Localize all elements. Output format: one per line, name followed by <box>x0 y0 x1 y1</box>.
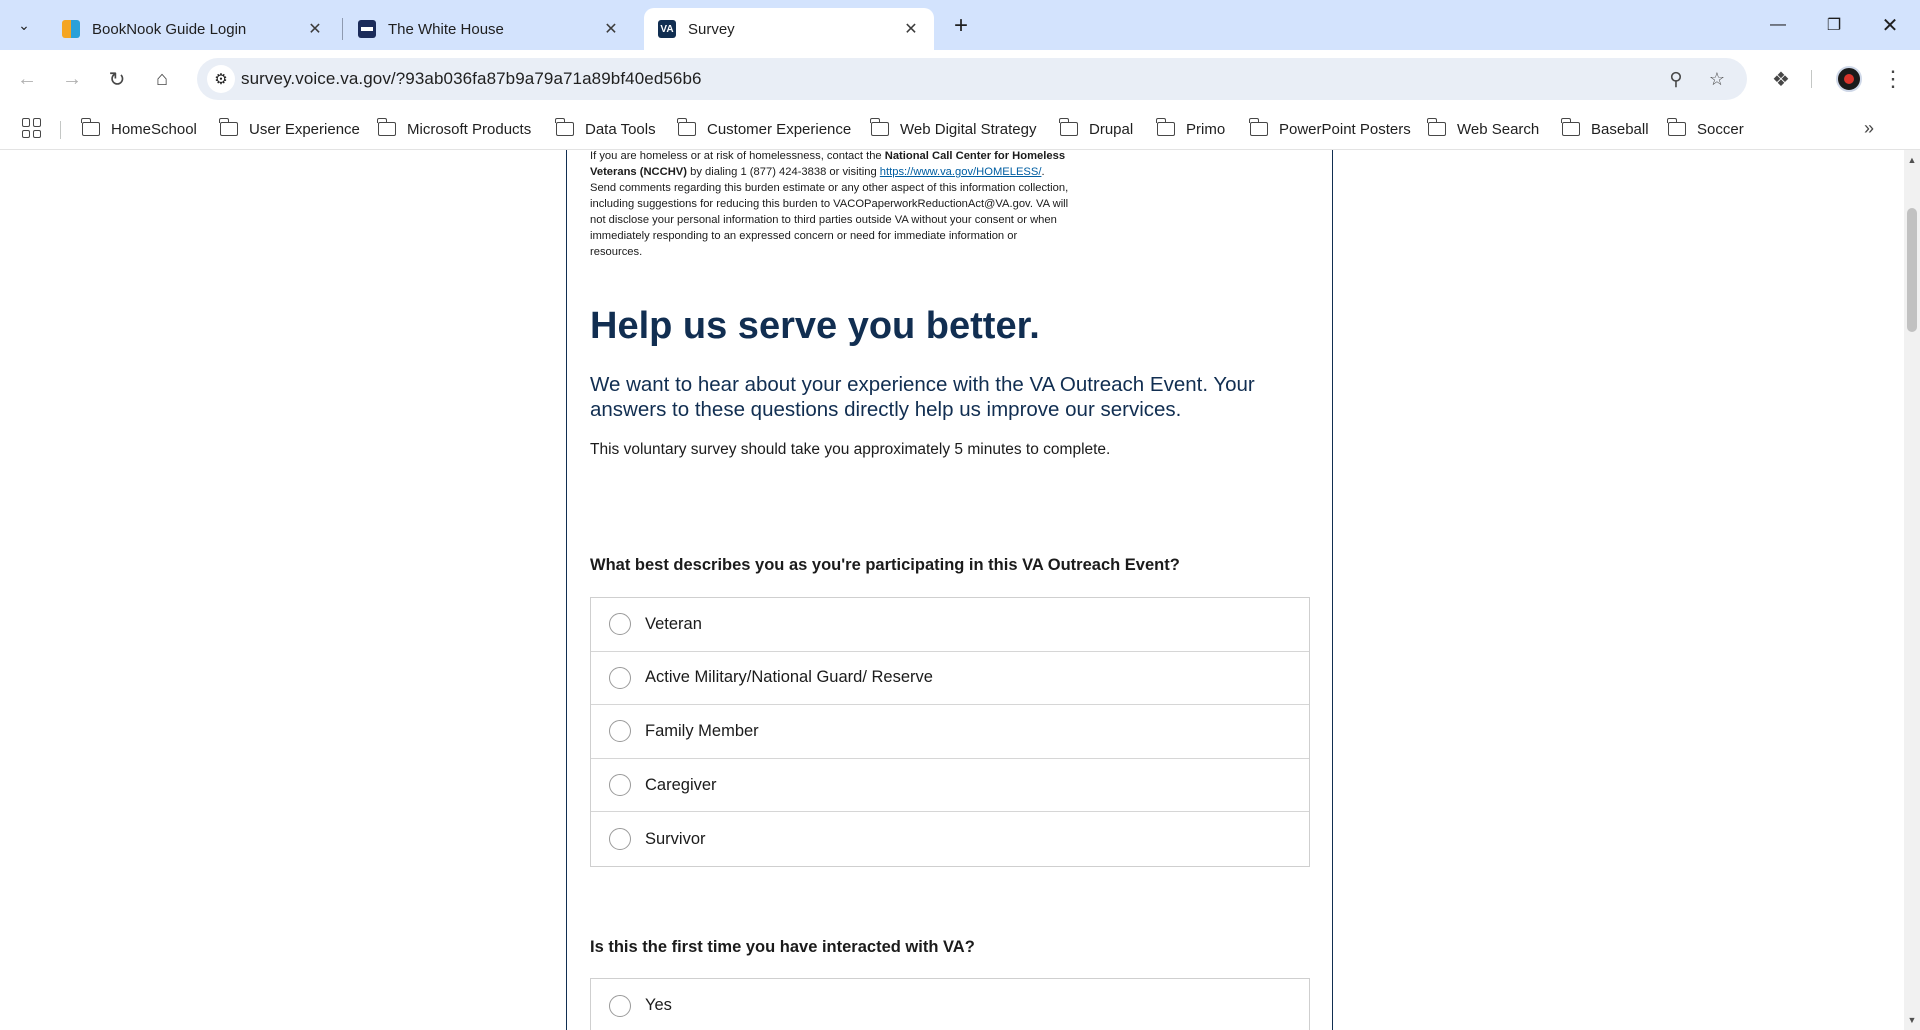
browser-toolbar <box>0 50 1920 108</box>
bookmarks-overflow-chevron-icon[interactable]: » <box>1864 118 1875 138</box>
menu-kebab-icon[interactable]: ⋮ <box>1882 66 1904 91</box>
apps-grid-icon[interactable] <box>22 118 42 138</box>
scroll-up-arrow-icon[interactable]: ▲ <box>1907 155 1917 165</box>
folder-icon <box>1428 122 1446 136</box>
paperwork-burden-notice <box>590 150 1070 260</box>
va-favicon-icon: VA <box>658 20 676 38</box>
window-close-button[interactable]: ✕ <box>1881 14 1899 37</box>
bookmarks-bar <box>0 108 1920 150</box>
bookmark-microsoft-products[interactable]: Microsoft Products <box>378 116 531 142</box>
bookmark-drupal[interactable]: Drupal <box>1060 116 1133 142</box>
tab-close-icon[interactable]: ✕ <box>904 21 918 38</box>
radio-button[interactable] <box>609 613 631 635</box>
folder-icon <box>1250 122 1268 136</box>
bookmark-powerpoint-posters[interactable]: PowerPoint Posters <box>1250 116 1411 142</box>
tab-title: Survey <box>688 20 735 38</box>
tab-close-icon[interactable]: ✕ <box>604 21 618 38</box>
homeless-link[interactable]: https://www.va.gov/HOMELESS/ <box>879 166 1042 178</box>
reload-icon[interactable]: ↻ <box>108 68 126 91</box>
page-viewport <box>0 150 1904 1030</box>
radio-button[interactable] <box>609 995 631 1017</box>
forward-arrow-icon[interactable]: → <box>62 67 82 90</box>
minimize-button[interactable]: — <box>1770 16 1786 33</box>
question-first-interaction: Is this the first time you have interacted with VA? <box>590 938 975 956</box>
folder-icon <box>1668 122 1686 136</box>
bookmark-soccer[interactable]: Soccer <box>1668 116 1744 142</box>
burden-dial-text: by dialing 1 (877) 424-3838 or visiting <box>686 166 880 178</box>
folder-icon <box>220 122 238 136</box>
radio-button[interactable] <box>609 774 631 796</box>
tab-booknook[interactable] <box>48 8 338 50</box>
white-house-favicon-icon <box>358 20 376 38</box>
back-arrow-icon[interactable]: ← <box>17 67 37 90</box>
site-info-icon[interactable]: ⚙ <box>207 65 235 93</box>
scroll-thumb[interactable] <box>1907 208 1917 332</box>
bookmark-homeschool[interactable]: HomeSchool <box>82 116 197 142</box>
folder-icon <box>678 122 696 136</box>
bookmark-baseball[interactable]: Baseball <box>1562 116 1649 142</box>
option-veteran[interactable]: Veteran <box>591 598 1309 652</box>
folder-icon <box>556 122 574 136</box>
bookmark-data-tools[interactable]: Data Tools <box>556 116 656 142</box>
survey-container <box>566 150 1333 1030</box>
new-tab-button[interactable]: + <box>953 12 968 39</box>
tab-title: BookNook Guide Login <box>92 20 247 38</box>
url-text[interactable]: survey.voice.va.gov/?93ab036fa87b9a79a71a89bf40ed56b6 <box>241 69 702 88</box>
option-caregiver[interactable]: Caregiver <box>591 759 1309 813</box>
bookmark-user-experience[interactable]: User Experience <box>220 116 360 142</box>
bookmark-web-search[interactable]: Web Search <box>1428 116 1539 142</box>
survey-duration-note: This voluntary survey should take you approximately 5 minutes to complete. <box>590 441 1111 458</box>
tab-survey[interactable] <box>644 8 934 50</box>
folder-icon <box>1157 122 1175 136</box>
radio-button[interactable] <box>609 667 631 689</box>
tab-title: The White House <box>388 20 504 38</box>
extensions-puzzle-icon[interactable]: ❖ <box>1772 68 1790 91</box>
page-scrollbar[interactable] <box>1904 150 1920 1030</box>
bookmark-primo[interactable]: Primo <box>1157 116 1225 142</box>
tab-search-chevron-icon[interactable]: ⌄ <box>18 16 30 33</box>
radio-button[interactable] <box>609 720 631 742</box>
bookmarks-separator <box>60 121 61 139</box>
tab-close-icon[interactable]: ✕ <box>308 21 322 38</box>
folder-icon <box>82 122 100 136</box>
option-family-member[interactable]: Family Member <box>591 705 1309 759</box>
home-icon[interactable]: ⌂ <box>155 67 169 90</box>
burden-comments-text: . Send comments regarding this burden estimate or any other aspect of this information collection, including suggestions for reducing this burden to VACOPaperworkReductionAct@VA.gov. VA will not disclose your personal information to third parties outside VA without your consent or when immediately responding to an expressed concern or need for immediate information or resources. <box>590 166 1069 258</box>
ncchv-bold-text: National Call Center for Homeless Veterans (NCCHV) <box>590 150 1066 178</box>
profile-avatar[interactable] <box>1836 66 1862 92</box>
option-active-military[interactable]: Active Military/National Guard/ Reserve <box>591 652 1309 706</box>
bookmark-web-digital-strategy[interactable]: Web Digital Strategy <box>871 116 1036 142</box>
zoom-icon[interactable]: ⚲ <box>1669 68 1683 89</box>
burden-homeless-text: If you are homeless or at risk of homelessness, contact the <box>590 150 885 162</box>
booknook-favicon-icon <box>62 20 80 38</box>
option-yes[interactable]: Yes <box>591 979 1309 1030</box>
bookmark-star-icon[interactable]: ☆ <box>1708 68 1726 89</box>
folder-icon <box>1562 122 1580 136</box>
folder-icon <box>1060 122 1078 136</box>
question-participant-type: What best describes you as you're participating in this VA Outreach Event? <box>590 556 1180 574</box>
survey-intro: We want to hear about your experience with the VA Outreach Event. Your answers to these questions directly help us improve our services. <box>590 373 1255 421</box>
folder-icon <box>378 122 396 136</box>
restore-button[interactable]: ❐ <box>1826 17 1842 34</box>
radio-button[interactable] <box>609 828 631 850</box>
participant-type-options <box>590 597 1310 867</box>
scroll-down-arrow-icon[interactable]: ▼ <box>1907 1015 1917 1025</box>
toolbar-divider <box>1811 70 1812 88</box>
option-survivor[interactable]: Survivor <box>591 812 1309 866</box>
page-title: Help us serve you better. <box>590 305 1040 347</box>
tab-separator <box>342 18 343 40</box>
address-bar[interactable] <box>197 58 1747 100</box>
folder-icon <box>871 122 889 136</box>
tab-strip <box>0 0 1920 50</box>
bookmark-customer-experience[interactable]: Customer Experience <box>678 116 851 142</box>
tab-white-house[interactable] <box>344 8 634 50</box>
first-interaction-options <box>590 978 1310 1030</box>
